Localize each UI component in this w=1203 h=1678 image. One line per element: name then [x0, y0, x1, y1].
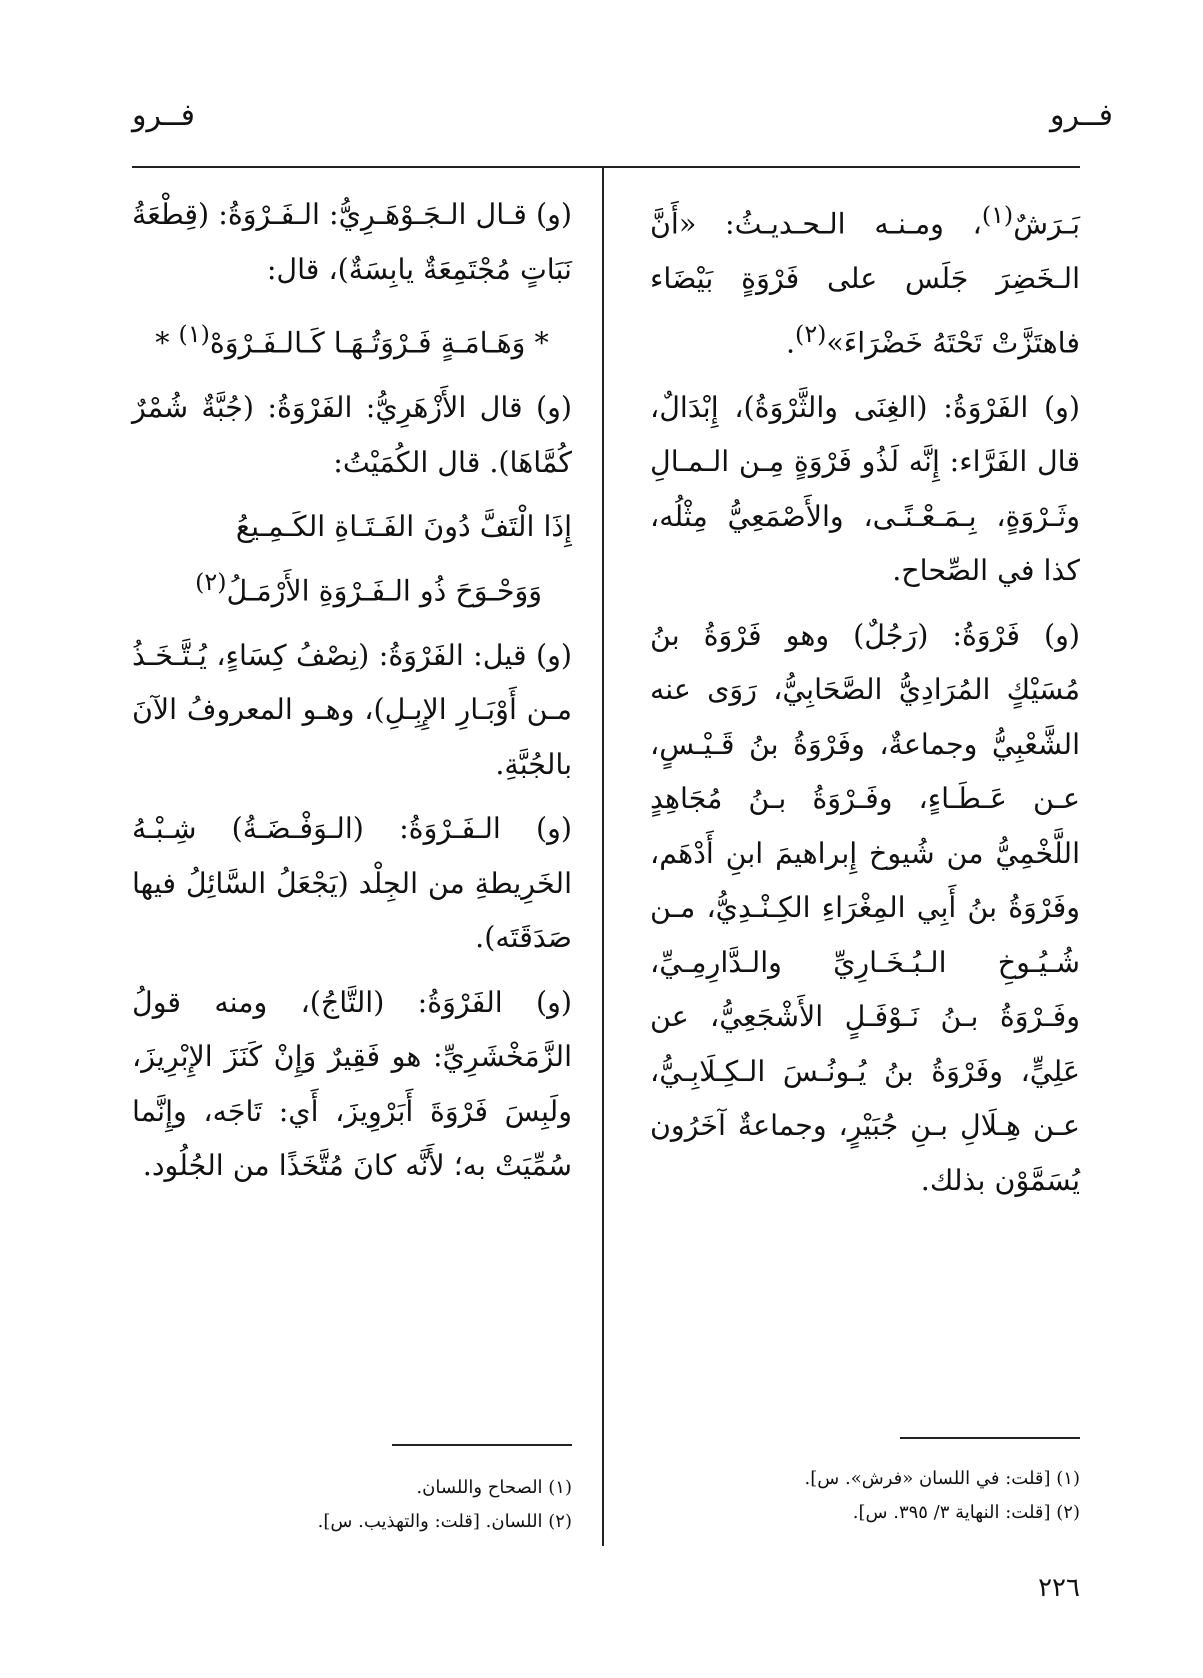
running-header-right: فــرو [1050, 98, 1113, 133]
footnote: (٢) [قلت: النهاية ٣/ ٣٩٥. س]. [852, 1502, 1080, 1523]
left-column [132, 188, 572, 1204]
paragraph: (و) قيل: الفَرْوَةُ: (نِصْفُ كِسَاءٍ، يُـتَّـخَـذُ مـن أَوْبَـارِ الإِبِـلِ)، وهـو المعروفُ الآنَ بالجُبَّةِ. [132, 638, 572, 781]
footnote: (١) [قلت: في اللسان «فرش». س]. [804, 1468, 1080, 1489]
paragraph: (و) الفَرْوَةُ: (الغِنَى والثَّرْوَةُ)، إِبْدَالٌ، قال الفَرَّاء: إِنَّه لَذُو فَرْوَةٍ مِـن الـمـالِ وثَـرْوَةٍ، بِـمَـعْـنًـى، والأَصْمَعِيُّ مِثْلُه، كذا في الصِّحاح. [650, 390, 1080, 587]
right-column [650, 188, 1080, 1218]
verse: * وَهَـامَـةٍ فَـرْوَتُـهَـا كَـالـفَـرْوَهْ$^{(١)}$ * [155, 320, 549, 360]
footnotes-right [650, 1462, 1080, 1530]
header-rule [132, 166, 1080, 168]
footnote: (١) الصحاح واللسان. [416, 1477, 572, 1498]
verse-line: إِذَا الْتَفَّ دُونَ الفَـتَـاةِ الكَـمِـيعُ [235, 510, 572, 543]
running-header-left: فــرو [132, 98, 195, 133]
paragraph: (و) فَرْوَةُ: (رَجُلٌ) وهو فَرْوَةُ بنُ مُسَيْكٍ المُرَادِيُّ الصَّحَابِيُّ، رَوَى عنه الشَّعْبِيُّ وجماعةٌ، وفَرْوَةُ بنُ قَـيْـسٍ، عـن عَـطَـاءٍ، وفَـرْوَةُ بـنُ مُجَاهِدٍ اللَّخْمِيُّ من شُيوخ إِبراهيمَ ابنِ أَدْهَم، وفَرْوَةُ بنُ أَبِي المِغْرَاءِ الكِـنْـدِيُّ، مـن شُـيُـوخِ الـبُـخَـارِيِّ والـدَّارِمِـيِّ، وفَـرْوَةُ بـنُ نَـوْفَـلٍ الأَشْجَعِيُّ، عن عَلِيٍّ، وفَرْوَةُ بنُ يُـونُـسَ الـكِـلَابِـيُّ، عـن هِـلَالِ بـنِ جُبَيْرٍ، وجماعةٌ آخَرُون يُسَمَّوْن بذلك. [650, 618, 1080, 1197]
paragraph: بَـرَشٌ$^{(١)}$، ومـنـه الـحـديـثُ: «أَنَّ الـخَضِرَ جَلَس على فَرْوَةٍ بَيْضَاء فاهتَزَّتْ تَحْتَهُ خَضْرَاءَ»$^{(٢)}$. [650, 201, 1080, 359]
paragraph: (و) الفَرْوَةُ: (التَّاجُ)، ومنه قولُ الزَّمَخْشَرِيِّ: هو فَقِيرٌ وَإِنْ كَنَزَ الإِبْرِيزَ، ولَبِسَ فَرْوَةَ أَبَرْوِيزَ، أَي: تَاجَه، وإِنَّما سُمِّيَتْ به؛ لأَنَّه كانَ مُتَّخَذًا من الجُلُود. [132, 985, 572, 1182]
footnote-rule-right [900, 1437, 1080, 1439]
paragraph: (و) الـفَـرْوَةُ: (الـوَفْـضَـةُ) شِـبْـهُ الخَرِيطةِ من الجِلْد (يَجْعَلُ السَّائِلُ فيها صَدَقَتَه). [132, 812, 572, 954]
footnote-rule-left [392, 1444, 572, 1446]
paragraph: (و) قال الأَزْهَرِيُّ: الفَرْوَةُ: (جُبَّةٌ شُمْرٌ كُمَّاهَا). قال الكُمَيْتُ: [132, 391, 572, 479]
verse-line: وَوَحْـوَحَ ذُو الـفَـرْوَةِ الأَرْمَـلُ$^{(٢)}$ [195, 567, 542, 607]
column-divider [602, 166, 604, 1546]
paragraph: (و) قـال الـجَـوْهَـرِيُّ: الـفَـرْوَةُ: (قِطْعَةُ نَبَاتٍ مُجْتَمِعَةٌ يابِسَةٌ)، قال: [132, 198, 572, 286]
footnote: (٢) اللسان. [قلت: والتهذيب. س]. [317, 1511, 572, 1532]
page-number: ٢٢٦ [1038, 1573, 1080, 1603]
verse [132, 500, 572, 619]
footnotes-left [132, 1471, 572, 1539]
